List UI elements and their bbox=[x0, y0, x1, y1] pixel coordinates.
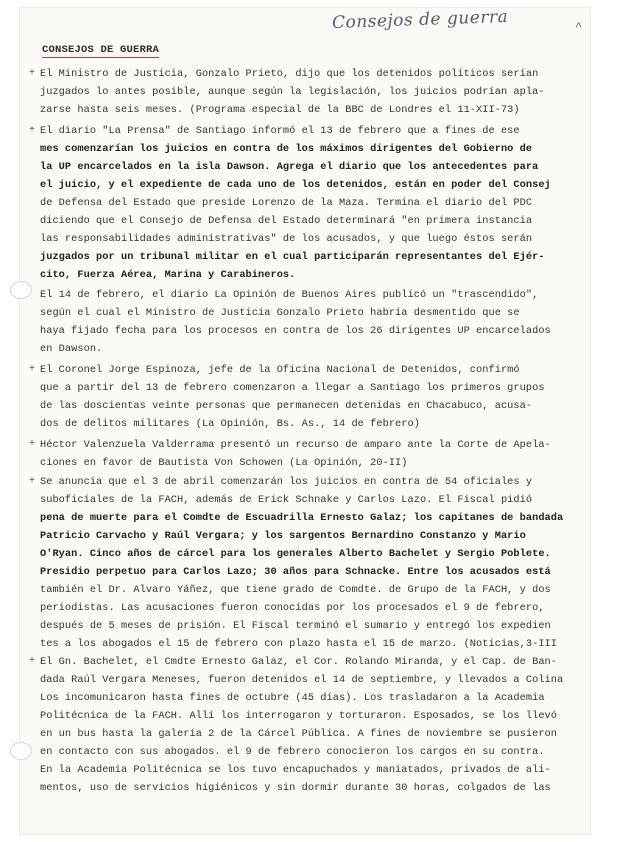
text-line: dada Raúl Vergara Meneses, fueron detenidos el 14 de septiembre, y llevados a Colina bbox=[40, 674, 564, 686]
bullet-marker: + bbox=[29, 125, 36, 136]
text-line: tes a los abogados el 15 de febrero con plazo hasta el 15 de marzo. (Noticias,3-III bbox=[40, 638, 558, 650]
text-line: juzgados por un tribunal militar en el cual participarán representantes del Ejér- bbox=[40, 251, 545, 263]
text-line: mes comenzarían los juicios en contra de los máximos dirigentes del Gobierno de bbox=[40, 143, 533, 155]
text-line: las responsabilidades administrativas" de los acusados, y que luego éstos serán bbox=[40, 233, 533, 245]
text-line: juzgados lo antes posible, aunque según la legislación, los juicios podrían apla- bbox=[40, 86, 545, 98]
punch-hole bbox=[10, 281, 32, 299]
text-line: de Defensa del Estado que preside Lorenzo de la Maza. Termina el diario del PDC bbox=[40, 197, 533, 209]
text-line: El Ministro de Justicia, Gonzalo Prieto, dijo que los detenidos políticos serían bbox=[40, 68, 539, 80]
text-line: zarse hasta seis meses. (Programa especial de la BBC de Londres el 11-XII-73) bbox=[40, 104, 520, 116]
text-line: Los incomunicaron hasta fines de octubre (45 días). Los trasladaron a la Academia bbox=[40, 692, 545, 704]
text-line: suboficiales de la FACH, además de Erick Schnake y Carlos Lazo. El Fiscal pidió bbox=[40, 494, 533, 506]
text-line: después de 5 meses de prisión. El Fiscal terminó el sumario y entregó los expedien bbox=[40, 620, 551, 632]
text-line: de las doscientas veinte personas que permanecen detenidas en Chacabuco, acusa- bbox=[40, 400, 533, 412]
bullet-marker: + bbox=[29, 476, 36, 487]
text-line: Se anuncia que el 3 de abril comenzarán los juicios en contra de 54 oficiales y bbox=[40, 476, 533, 488]
text-line: El Coronel Jorge Espinoza, jefe de la Oficina Nacional de Detenidos, confirmó bbox=[40, 364, 520, 376]
text-line: en un bus hasta la galería 2 de la Cárcel Pública. A fines de noviembre se pusieron bbox=[40, 728, 558, 740]
punch-hole bbox=[10, 742, 32, 760]
text-line: El 14 de febrero, el diario La Opinión de Buenos Aires publicó un "trascendido", bbox=[40, 289, 539, 301]
bullet-marker: + bbox=[29, 364, 36, 375]
text-line: El Gn. Bachelet, el Cmdte Ernesto Galaz, el Cor. Rolando Miranda, y el Cap. de Ban- bbox=[40, 656, 558, 668]
text-line: en Dawson. bbox=[40, 343, 103, 355]
text-line: según el cual el Ministro de Justicia Gonzalo Prieto habría desmentido que se bbox=[40, 307, 520, 319]
text-line: Patricio Carvacho y Raúl Vergara; y los sargentos Bernardino Constanzo y Mario bbox=[40, 530, 526, 542]
bullet-marker: + bbox=[29, 68, 36, 79]
text-line: periodistas. Las acusaciones fueron conocidas por los procesados el 9 de febrero, bbox=[40, 602, 545, 614]
text-line: Presidio perpetuo para Carlos Lazo; 30 años para Schnacke. Entre los acusados está bbox=[40, 566, 551, 578]
text-line: en contacto con sus abogados. el 9 de febrero conocieron los cargos en su contra. bbox=[40, 746, 545, 758]
text-line: la UP encarcelados en la isla Dawson. Agrega el diario que los antecedentes para bbox=[40, 161, 539, 173]
text-line: El diario "La Prensa" de Santiago informó el 13 de febrero que a fines de ese bbox=[40, 125, 520, 137]
text-line: el juicio, y el expediente de cada uno de los detenidos, están en poder del Consej bbox=[40, 179, 551, 191]
text-line: En la Academia Politécnica se los tuvo encapuchados y maniatados, privados de ali- bbox=[40, 764, 551, 776]
section-heading: CONSEJOS DE GUERRA bbox=[42, 44, 160, 56]
text-line: cito, Fuerza Aérea, Marina y Carabineros. bbox=[40, 269, 296, 281]
text-line: Héctor Valenzuela Valderrama presentó un recurso de amparo ante la Corte de Apela- bbox=[40, 439, 551, 451]
text-line: haya fijado fecha para los procesos en contra de los 26 dirigentes UP encarcelados bbox=[40, 325, 551, 337]
corner-mark: ^ bbox=[575, 20, 583, 34]
text-line: dos de delitos militares (La Opinión, Bs. As., 14 de febrero) bbox=[40, 418, 420, 430]
bullet-marker: + bbox=[29, 439, 36, 450]
bullet-marker: + bbox=[29, 656, 36, 667]
handwritten-title: Consejos de guerra bbox=[331, 6, 509, 34]
text-line: diciendo que el Consejo de Defensa del Estado determinará "en primera instancia bbox=[40, 215, 533, 227]
text-line: ciones en favor de Bautista Von Schowen (La Opinión, 20-II) bbox=[40, 457, 408, 469]
text-line: mentos, uso de servicios higiénicos y sin dormir durante 30 horas, colgados de las bbox=[40, 782, 551, 794]
text-line: pena de muerte para el Comdte de Escuadrilla Ernesto Galaz; los capitanes de bandada bbox=[40, 512, 564, 524]
text-line: O'Ryan. Cinco años de cárcel para los generales Alberto Bachelet y Sergio Poblete. bbox=[40, 548, 551, 560]
text-line: también el Dr. Alvaro Yáñez, que tiene grado de Comdte. de Grupo de la FACH, y dos bbox=[40, 584, 551, 596]
text-line: Politécnica de la FACH. Allí los interrogaron y torturaron. Esposados, se los llevó bbox=[40, 710, 558, 722]
text-line: que a partir del 13 de febrero comenzaron a llegar a Santiago los primeros grupos bbox=[40, 382, 545, 394]
